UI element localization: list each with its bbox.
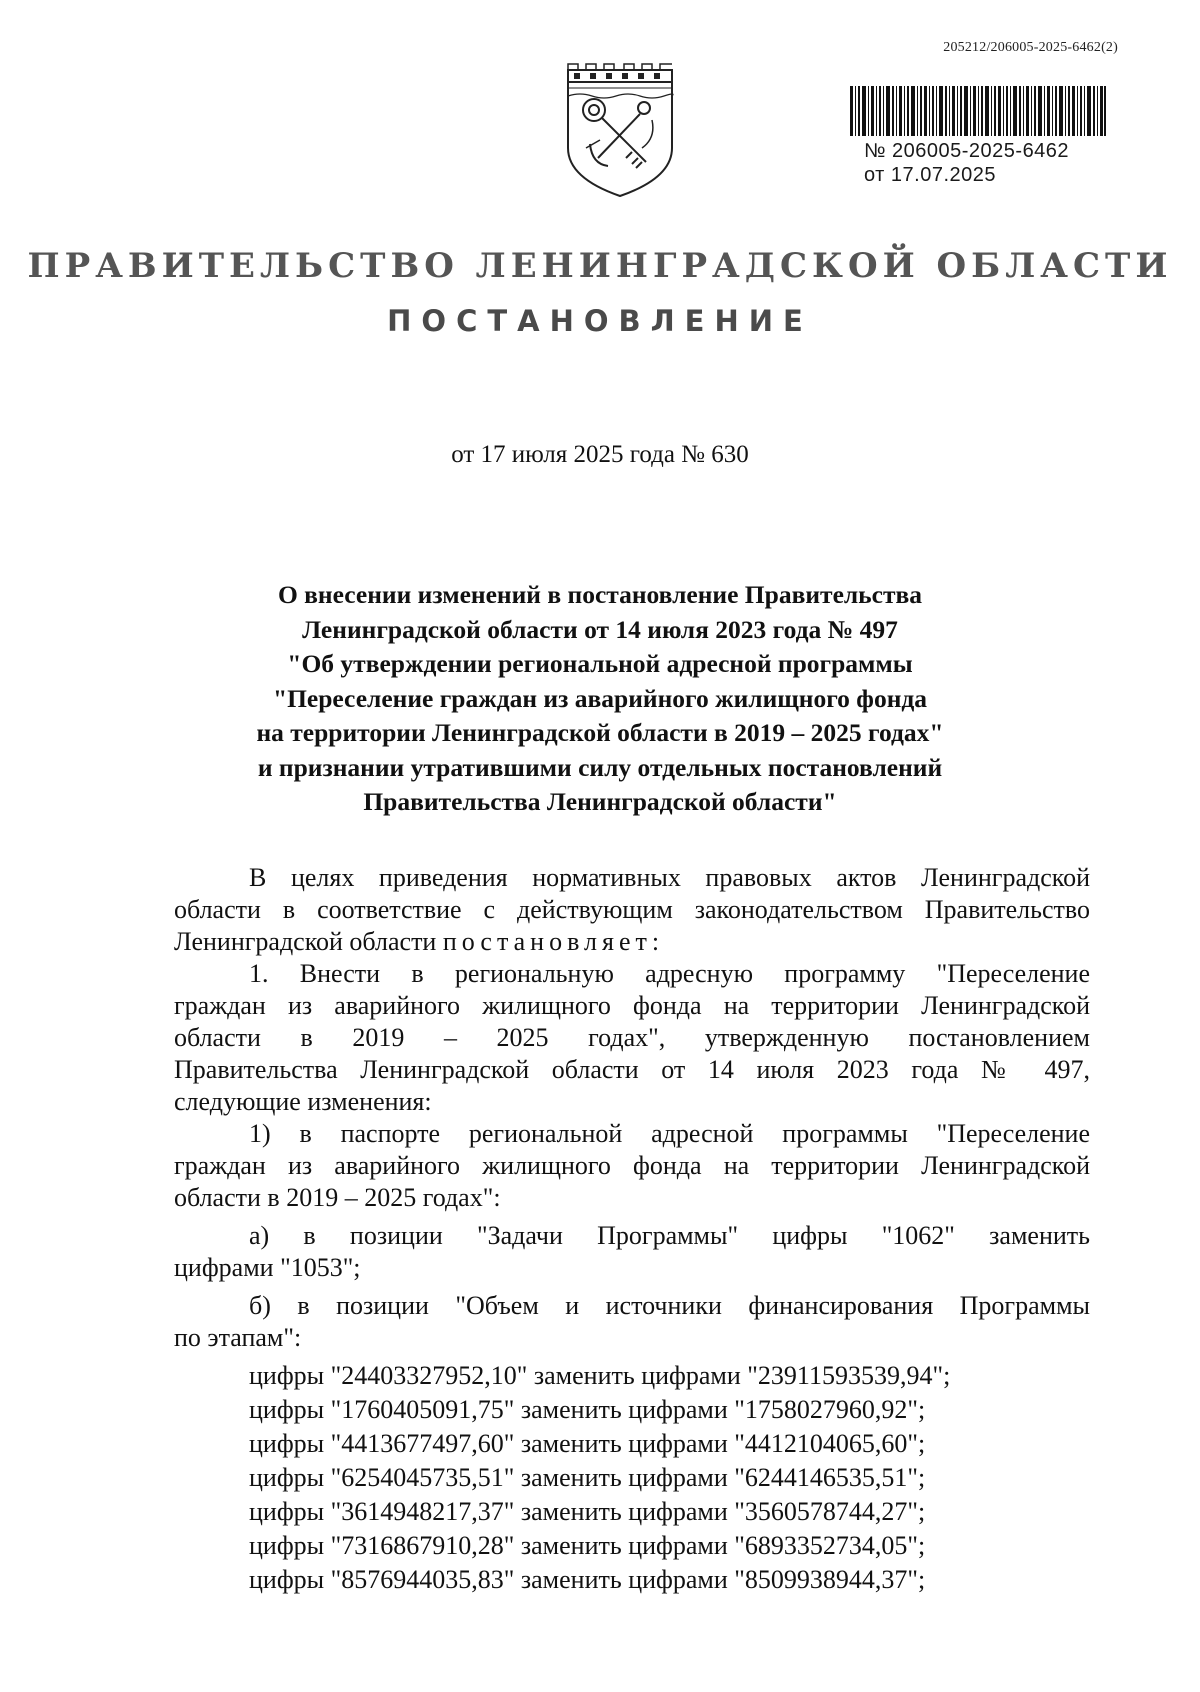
body-line: следующие изменения: [174, 1087, 432, 1116]
body-line: граждан из аварийного жилищного фонда на территории Ленинградской [174, 1151, 1090, 1180]
replacement-line: цифры "6254045735,51" заменить цифрами "6244146535,51"; [249, 1463, 926, 1492]
barcode-icon [850, 86, 1106, 136]
replacement-line: цифры "8576944035,83" заменить цифрами "8509938944,37"; [249, 1565, 926, 1594]
decree-title-line: Ленинградской области от 14 июля 2023 года № 497 [302, 614, 898, 644]
registration-date: от 17.07.2025 [864, 164, 996, 186]
body-line: области в соответствие с действующим законодательством Правительство [174, 895, 1090, 924]
body-line: б) в позиции "Объем и источники финансирования Программы [249, 1291, 1090, 1320]
replacement-line: цифры "1760405091,75" заменить цифрами "1758027960,92"; [249, 1395, 926, 1424]
replacement-line: цифры "4413677497,60" заменить цифрами "4412104065,60"; [249, 1429, 926, 1458]
replacement-line: цифры "7316867910,28" заменить цифрами "6893352734,05"; [249, 1531, 926, 1560]
replacement-line: цифры "24403327952,10" заменить цифрами "23911593539,94"; [249, 1361, 951, 1390]
document-tracking-code: 205212/206005-2025-6462(2) [943, 40, 1118, 55]
registration-number: № 206005-2025-6462 [864, 140, 1070, 162]
body-line: Правительства Ленинградской области от 14 июля 2023 года № 497, [174, 1055, 1090, 1084]
decree-verb: постановляет: [442, 927, 665, 956]
body-line: В целях приведения нормативных правовых актов Ленинградской [249, 863, 1090, 892]
decree-title-line: "Об утверждении региональной адресной программы [287, 649, 913, 678]
body-line: 1) в паспорте региональной адресной программы "Переселение [249, 1119, 1090, 1148]
body-line: области в 2019 – 2025 годах", утвержденную постановлением [174, 1023, 1090, 1052]
document-type: ПОСТАНОВЛЕНИЕ [387, 304, 813, 338]
decree-date-number: от 17 июля 2025 года № 630 [451, 441, 749, 468]
body-line: цифрами "1053"; [174, 1253, 361, 1282]
decree-title-line: О внесении изменений в постановление Правительства [277, 580, 923, 609]
body-text: Ленинградской области [174, 927, 443, 956]
body-line: граждан из аварийного жилищного фонда на территории Ленинградской [174, 991, 1090, 1020]
decree-title-line: Правительства Ленинградской области" [363, 787, 837, 816]
leningrad-oblast-coat-of-arms-icon [560, 60, 680, 200]
decree-title-line: на территории Ленинградской области в 2019 – 2025 годах" [256, 718, 944, 747]
body-line: области в 2019 – 2025 годах": [174, 1183, 501, 1212]
body-line: а) в позиции "Задачи Программы" цифры "1062" заменить [249, 1221, 1090, 1250]
body-line: по этапам": [174, 1323, 302, 1352]
decree-title [150, 578, 1050, 820]
replacement-line: цифры "3614948217,37" заменить цифрами "3560578744,27"; [249, 1497, 926, 1526]
body-line [174, 926, 1090, 958]
organization-title: ПРАВИТЕЛЬСТВО ЛЕНИНГРАДСКОЙ ОБЛАСТИ [27, 246, 1173, 286]
body-line: 1. Внести в региональную адресную программу "Переселение [249, 959, 1090, 988]
decree-title-line: "Переселение граждан из аварийного жилищного фонда [272, 683, 928, 713]
decree-title-line: и признании утратившими силу отдельных постановлений [257, 752, 943, 782]
